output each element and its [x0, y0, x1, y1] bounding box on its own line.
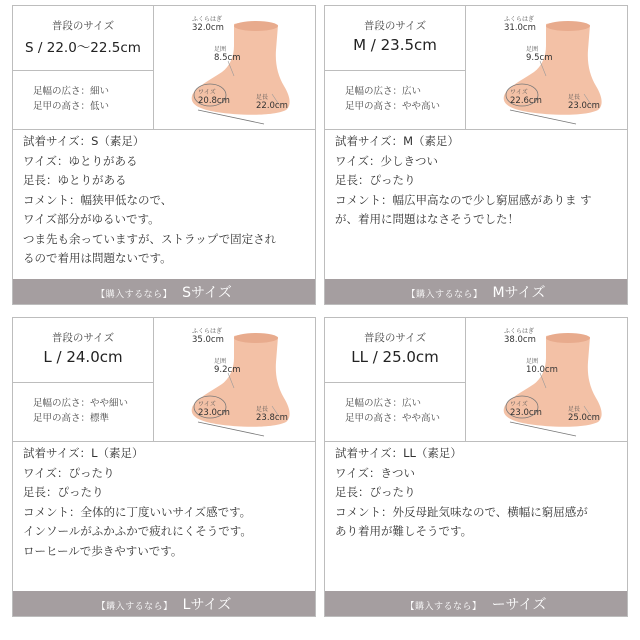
comment-line: が、着用に問題はなさそうでした！ — [335, 212, 519, 226]
usual-size-value: S / 22.0～22.5cm — [25, 40, 141, 56]
comment-line: 試着サイズ：S（素足） — [23, 134, 145, 148]
comment-line: 足長：ぴったり — [23, 485, 104, 499]
comment-line: 試着サイズ：M（素足） — [335, 134, 460, 148]
fitting-comment — [23, 132, 311, 269]
user-profile — [325, 6, 466, 129]
foot-measurement-illustration — [154, 6, 315, 129]
foot-attributes — [345, 84, 440, 114]
comment-line: 試着サイズ：LL（素足） — [335, 446, 462, 460]
usual-size-box — [13, 6, 153, 71]
wise-measure: ワイズ 23.0cm — [510, 401, 542, 418]
user-profile — [325, 318, 466, 441]
foot-attributes — [345, 396, 440, 426]
fitting-comment — [23, 444, 311, 561]
comment-line: 足長：ぴったり — [335, 173, 416, 187]
foot-instep-attr: 足甲の高さ：標準 — [33, 413, 110, 424]
size-card — [324, 317, 628, 617]
fitting-comment — [335, 132, 623, 230]
usual-size-label: 普段のサイズ — [51, 332, 115, 344]
fitting-comment — [335, 444, 623, 542]
foot-measurement-illustration — [466, 318, 627, 441]
usual-size-value: M / 23.5cm — [353, 36, 437, 54]
size-card — [12, 5, 316, 305]
comment-line: コメント：外反母趾気味なので、横幅に窮屈感が — [335, 504, 588, 519]
calf-measure: ふくらはぎ 31.0cm — [504, 16, 536, 33]
buy-size-button[interactable] — [13, 279, 315, 304]
card-header — [13, 318, 315, 442]
foot-attributes — [33, 84, 109, 114]
foot-width-attr: 足幅の広さ：広い — [345, 398, 422, 409]
usual-size-label: 普段のサイズ — [363, 20, 427, 32]
buy-size-button[interactable] — [13, 591, 315, 616]
usual-size-value: LL / 25.0cm — [351, 348, 439, 366]
buy-button-prefix: 【購入するなら】 — [96, 290, 173, 300]
comment-line: コメント：全体的に丁度いいサイズ感です。 — [23, 504, 252, 519]
length-measure: 足長 25.0cm — [568, 406, 600, 423]
comment-line: ワイズ：ぴったり — [23, 465, 115, 480]
length-measure: 足長 23.0cm — [568, 94, 600, 111]
foot-instep-attr: 足甲の高さ：低い — [33, 101, 110, 112]
foot-instep-attr: 足甲の高さ：やや高い — [345, 101, 441, 112]
usual-size-box — [325, 6, 465, 71]
comment-line: ワイズ：きつい — [335, 465, 416, 480]
comment-line: ワイズ：少しきつい — [335, 153, 439, 168]
foot-instep-attr: 足甲の高さ：やや高い — [345, 413, 441, 424]
length-measure: 足長 22.0cm — [256, 94, 288, 111]
foot-measurement-illustration — [466, 6, 627, 129]
size-card — [12, 317, 316, 617]
usual-size-box — [13, 318, 153, 383]
calf-measure: ふくらはぎ 35.0cm — [192, 328, 224, 345]
usual-size-label: 普段のサイズ — [51, 20, 115, 32]
buy-button-size: Lサイズ — [182, 597, 232, 613]
comment-line: インソールがふかふかで疲れにくそうです。 — [23, 524, 252, 538]
buy-button-size: Sサイズ — [182, 285, 232, 301]
buy-size-button[interactable] — [325, 591, 627, 616]
foot-illustration-icon — [154, 6, 315, 129]
foot-illustration-icon — [466, 6, 627, 129]
wise-measure: ワイズ 20.8cm — [198, 89, 230, 106]
usual-size-value: L / 24.0cm — [43, 348, 123, 366]
instep-measure: 足囲 9.2cm — [214, 358, 241, 375]
usual-size-box — [325, 318, 465, 383]
foot-width-attr: 足幅の広さ：やや細い — [33, 398, 129, 409]
comment-line: コメント：幅狭甲低なので、 — [23, 192, 173, 207]
comment-line: ワイズ：ゆとりがある — [23, 153, 138, 168]
wise-measure: ワイズ 23.0cm — [198, 401, 230, 418]
instep-measure: 足囲 8.5cm — [214, 46, 241, 63]
comment-line: 足長：ゆとりがある — [23, 173, 127, 187]
buy-button-prefix: 【購入するなら】 — [406, 290, 483, 300]
card-header — [325, 6, 627, 130]
buy-size-button[interactable] — [325, 279, 627, 304]
user-profile — [13, 318, 154, 441]
foot-illustration-icon — [154, 318, 315, 441]
foot-width-attr: 足幅の広さ：広い — [345, 86, 422, 97]
buy-button-size: ーサイズ — [491, 597, 547, 613]
usual-size-label: 普段のサイズ — [363, 332, 427, 344]
instep-measure: 足囲 10.0cm — [526, 358, 558, 375]
calf-measure: ふくらはぎ 38.0cm — [504, 328, 536, 345]
buy-button-prefix: 【購入するなら】 — [405, 602, 482, 612]
comment-line: あり着用が難しそうです。 — [335, 524, 473, 538]
comment-line: るので着用は問題ないです。 — [23, 251, 172, 265]
comment-line: ワイズ部分がゆるいです。 — [23, 212, 160, 226]
user-profile — [13, 6, 154, 129]
card-header — [325, 318, 627, 442]
card-header — [13, 6, 315, 130]
buy-button-prefix: 【購入するなら】 — [96, 602, 173, 612]
comment-line: 足長：ぴったり — [335, 485, 416, 499]
instep-measure: 足囲 9.5cm — [526, 46, 553, 63]
comment-line: つま先も余っていますが、ストラップで固定され — [23, 231, 277, 246]
length-measure: 足長 23.8cm — [256, 406, 288, 423]
foot-attributes — [33, 396, 128, 426]
comment-line: ローヒールで歩きやすいです。 — [23, 543, 183, 558]
buy-button-size: Mサイズ — [492, 285, 546, 301]
wise-measure: ワイズ 22.6cm — [510, 89, 542, 106]
foot-measurement-illustration — [154, 318, 315, 441]
foot-illustration-icon — [466, 318, 627, 441]
size-card — [324, 5, 628, 305]
comment-line: コメント：幅広甲高なので少し窮屈感がありま す — [335, 192, 592, 207]
calf-measure: ふくらはぎ 32.0cm — [192, 16, 224, 33]
comment-line: 試着サイズ：L（素足） — [23, 446, 144, 460]
foot-width-attr: 足幅の広さ：細い — [33, 86, 110, 97]
